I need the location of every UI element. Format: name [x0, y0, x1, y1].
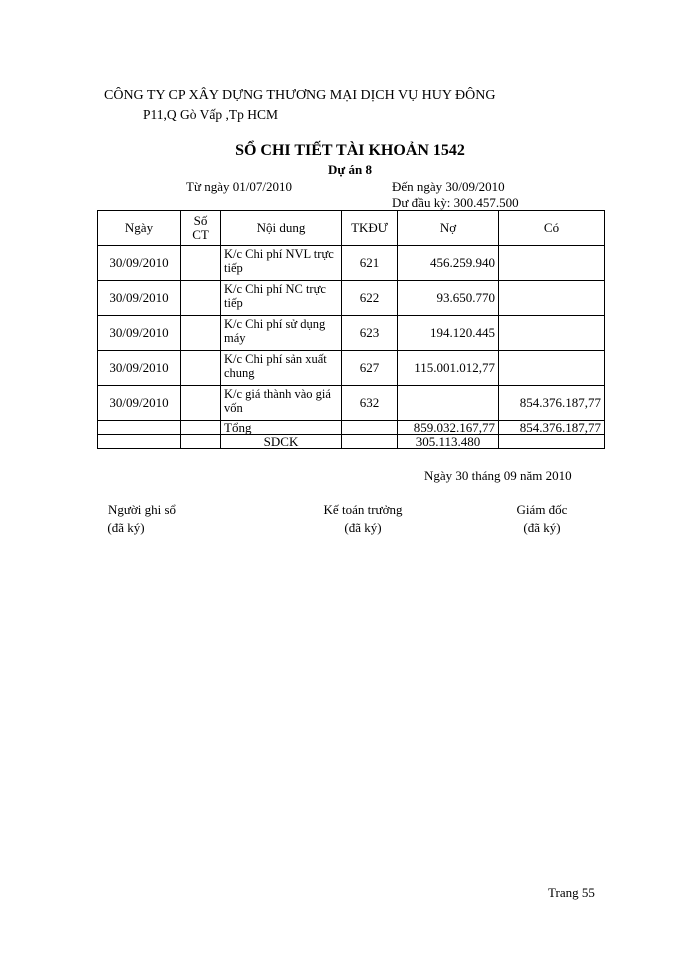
- cell-date: 30/09/2010: [98, 246, 181, 281]
- signature-role: Giám đốc: [516, 502, 568, 517]
- cell-debit: 194.120.445: [398, 316, 499, 351]
- header-doc-no: [181, 211, 221, 246]
- total-label: Tổng: [221, 421, 342, 435]
- period-from: Từ ngày 01/07/2010: [186, 179, 292, 194]
- cell-account: 621: [342, 246, 398, 281]
- cell-account: 622: [342, 281, 398, 316]
- cell-credit: [499, 246, 605, 281]
- table-row: [98, 246, 605, 281]
- opening-balance: Dư đầu kỳ: 300.457.500: [392, 195, 519, 210]
- header-doc-no-text: Số CT: [192, 213, 209, 242]
- table-row: [98, 316, 605, 351]
- cell-account: 632: [342, 386, 398, 421]
- cell-account: 623: [342, 316, 398, 351]
- cell-doc-no: [181, 316, 221, 351]
- cell-credit: [499, 351, 605, 386]
- signature-note: (đã ký): [344, 520, 382, 535]
- cell-doc-no: [181, 351, 221, 386]
- cell-content: K/c giá thành vào giá vốn: [221, 386, 342, 421]
- cell-debit: 456.259.940: [398, 246, 499, 281]
- header-account: TKĐƯ: [342, 211, 398, 246]
- cell-date: 30/09/2010: [98, 351, 181, 386]
- cell-doc-no: [181, 281, 221, 316]
- ledger-table: [97, 210, 605, 449]
- document-title: SỔ CHI TIẾT TÀI KHOẢN 1542: [235, 142, 465, 159]
- cell-date: 30/09/2010: [98, 281, 181, 316]
- cell-debit: 115.001.012,77: [398, 351, 499, 386]
- cell-account: 627: [342, 351, 398, 386]
- header-credit: Có: [499, 211, 605, 246]
- header-debit: Nợ: [398, 211, 499, 246]
- cell-content: K/c Chi phí sử dụng máy: [221, 316, 342, 351]
- signature-role: Người ghi sổ: [107, 502, 177, 517]
- signature-bookkeeper: [92, 501, 192, 537]
- table-row: [98, 351, 605, 386]
- cell-credit: [499, 281, 605, 316]
- header-content: Nội dung: [221, 211, 342, 246]
- table-row: [98, 386, 605, 421]
- cell-empty: [342, 421, 398, 435]
- closing-balance-row: [98, 435, 605, 449]
- cell-credit: [499, 316, 605, 351]
- cell-content: K/c Chi phí sản xuất chung: [221, 351, 342, 386]
- cell-debit: 93.650.770: [398, 281, 499, 316]
- signature-chief-accountant: [298, 501, 428, 537]
- cell-credit: 854.376.187,77: [499, 386, 605, 421]
- cell-date: 30/09/2010: [98, 386, 181, 421]
- cell-empty: [499, 435, 605, 449]
- page-number: Trang 55: [548, 885, 595, 900]
- total-debit: 859.032.167,77: [398, 421, 499, 435]
- document-subtitle: Dự án 8: [328, 162, 372, 177]
- signature-role: Kế toán trưởng: [323, 502, 403, 517]
- cell-empty: [342, 435, 398, 449]
- period-to: Đến ngày 30/09/2010: [392, 179, 505, 194]
- cell-content: K/c Chi phí NVL trực tiếp: [221, 246, 342, 281]
- cell-empty: [98, 435, 181, 449]
- table-row: [98, 281, 605, 316]
- signature-director: [497, 501, 587, 537]
- cell-empty: [181, 421, 221, 435]
- signing-date: Ngày 30 tháng 09 năm 2010: [424, 468, 572, 483]
- cell-doc-no: [181, 246, 221, 281]
- cell-content: K/c Chi phí NC trực tiếp: [221, 281, 342, 316]
- closing-debit: 305.113.480: [398, 435, 499, 449]
- signature-note: (đã ký): [107, 520, 145, 535]
- closing-label: SDCK: [221, 435, 342, 449]
- table-header-row: [98, 211, 605, 246]
- cell-doc-no: [181, 386, 221, 421]
- total-row: [98, 421, 605, 435]
- cell-empty: [181, 435, 221, 449]
- company-address: P11,Q Gò Vấp ,Tp HCM: [143, 107, 279, 122]
- company-name: CÔNG TY CP XÂY DỰNG THƯƠNG MẠI DỊCH VỤ HUY ĐÔNG: [104, 88, 496, 103]
- cell-date: 30/09/2010: [98, 316, 181, 351]
- header-date: Ngày: [98, 211, 181, 246]
- cell-debit: [398, 386, 499, 421]
- cell-empty: [98, 421, 181, 435]
- total-credit: 854.376.187,77: [499, 421, 605, 435]
- signature-note: (đã ký): [523, 520, 561, 535]
